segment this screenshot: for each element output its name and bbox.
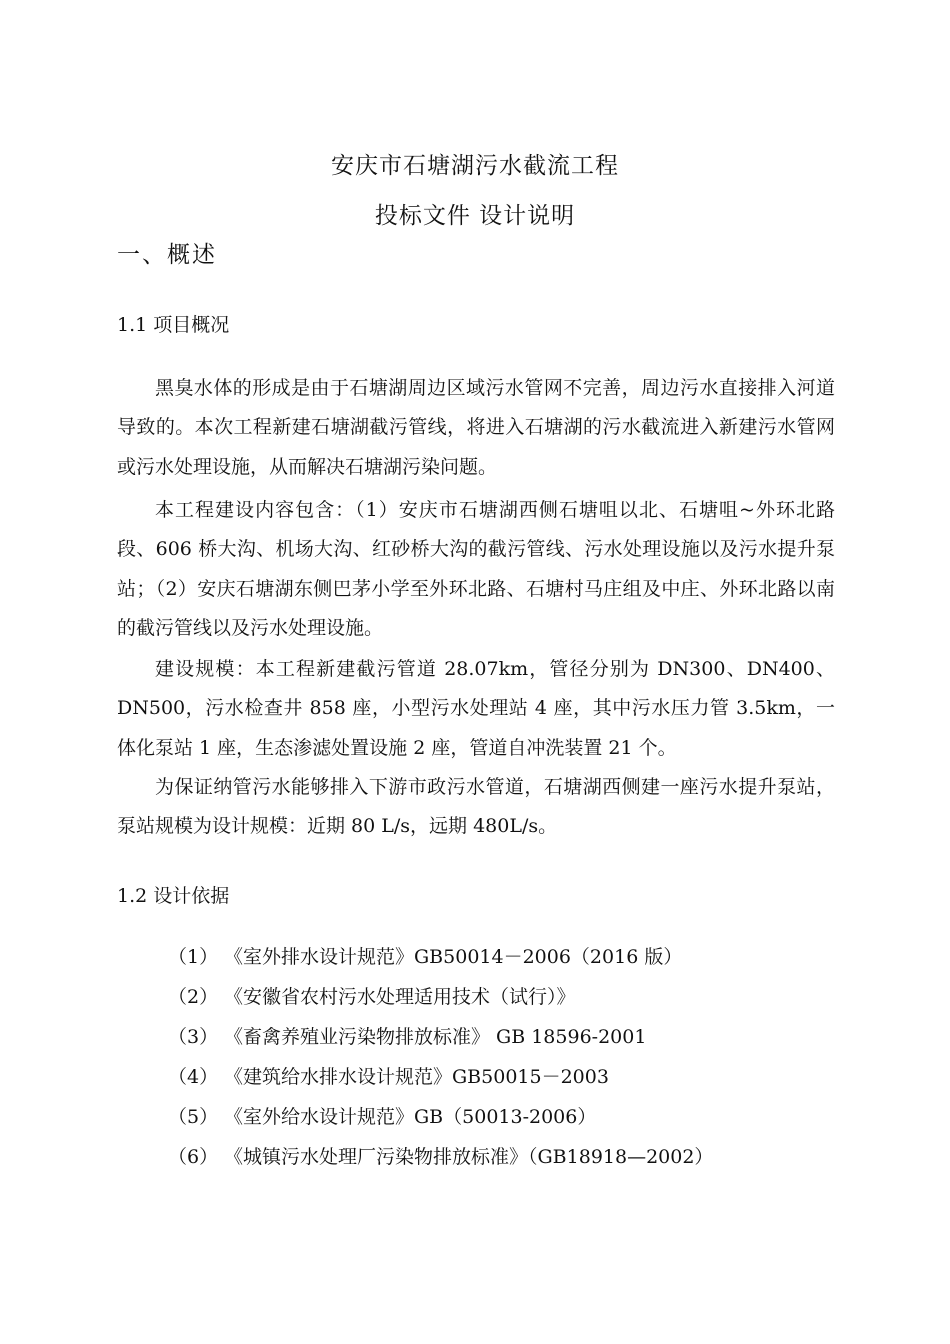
paragraph-construction-content: 本工程建设内容包含：（1）安庆市石塘湖西侧石塘咀以北、石塘咀~外环北路段、606 桥大沟、机场大沟、红砂桥大沟的截污管线、污水处理设施以及污水提升泵站；（2）安庆石塘湖东侧巴茅小学至外环北路、石塘村马庄组及中庄、外环北路以南的截污管线以及污水处理设施。	[117, 499, 835, 639]
document-subtitle: 投标文件 设计说明	[374, 203, 576, 229]
reference-number: （6）	[168, 1146, 219, 1168]
reference-number: （4）	[168, 1066, 219, 1088]
subsection-heading-design-basis: 1.2 设计依据	[117, 885, 230, 907]
subsection-heading-project-overview: 1.1 项目概况	[117, 314, 230, 336]
reference-item	[168, 980, 713, 1020]
section-heading-overview: 一、概述	[117, 242, 217, 268]
paragraph-background: 黑臭水体的形成是由于石塘湖周边区域污水管网不完善，周边污水直接排入河道导致的。本次工程新建石塘湖截污管线，将进入石塘湖的污水截流进入新建污水管网或污水处理设施，从而解决石塘湖污染问题。	[117, 377, 835, 478]
reference-number: （5）	[168, 1106, 219, 1128]
reference-item	[168, 1060, 713, 1100]
reference-item	[168, 1100, 713, 1140]
reference-text: 《建筑给水排水设计规范》GB50015－2003	[224, 1066, 609, 1088]
reference-text: 《城镇污水处理厂污染物排放标准》（GB18918—2002）	[224, 1146, 714, 1168]
reference-item	[168, 940, 713, 980]
reference-number: （3）	[168, 1026, 219, 1048]
reference-item	[168, 1020, 713, 1060]
reference-text: 《畜禽养殖业污染物排放标准》 GB 18596-2001	[224, 1026, 647, 1048]
reference-text: 《室外排水设计规范》GB50014－2006（2016 版）	[224, 946, 683, 968]
paragraph-construction-scale: 建设规模：本工程新建截污管道 28.07km，管径分别为 DN300、DN400、DN500，污水检查井 858 座，小型污水处理站 4 座，其中污水压力管 3.5km，一体化泵站 1 座，生态渗滤处置设施 2 座，管道自冲洗装置 21 个。	[117, 658, 835, 759]
reference-text: 《安徽省农村污水处理适用技术（试行）》	[224, 986, 576, 1008]
reference-number: （1）	[168, 946, 219, 968]
paragraph-pump-station: 为保证纳管污水能够排入下游市政污水管道，石塘湖西侧建一座污水提升泵站，泵站规模为设计规模：近期 80 L/s，远期 480L/s。	[117, 776, 835, 838]
reference-item	[168, 1140, 713, 1180]
document-title: 安庆市石塘湖污水截流工程	[331, 153, 619, 179]
reference-text: 《室外给水设计规范》GB（50013-2006）	[224, 1106, 597, 1128]
reference-number: （2）	[168, 986, 219, 1008]
reference-list	[168, 940, 713, 1180]
